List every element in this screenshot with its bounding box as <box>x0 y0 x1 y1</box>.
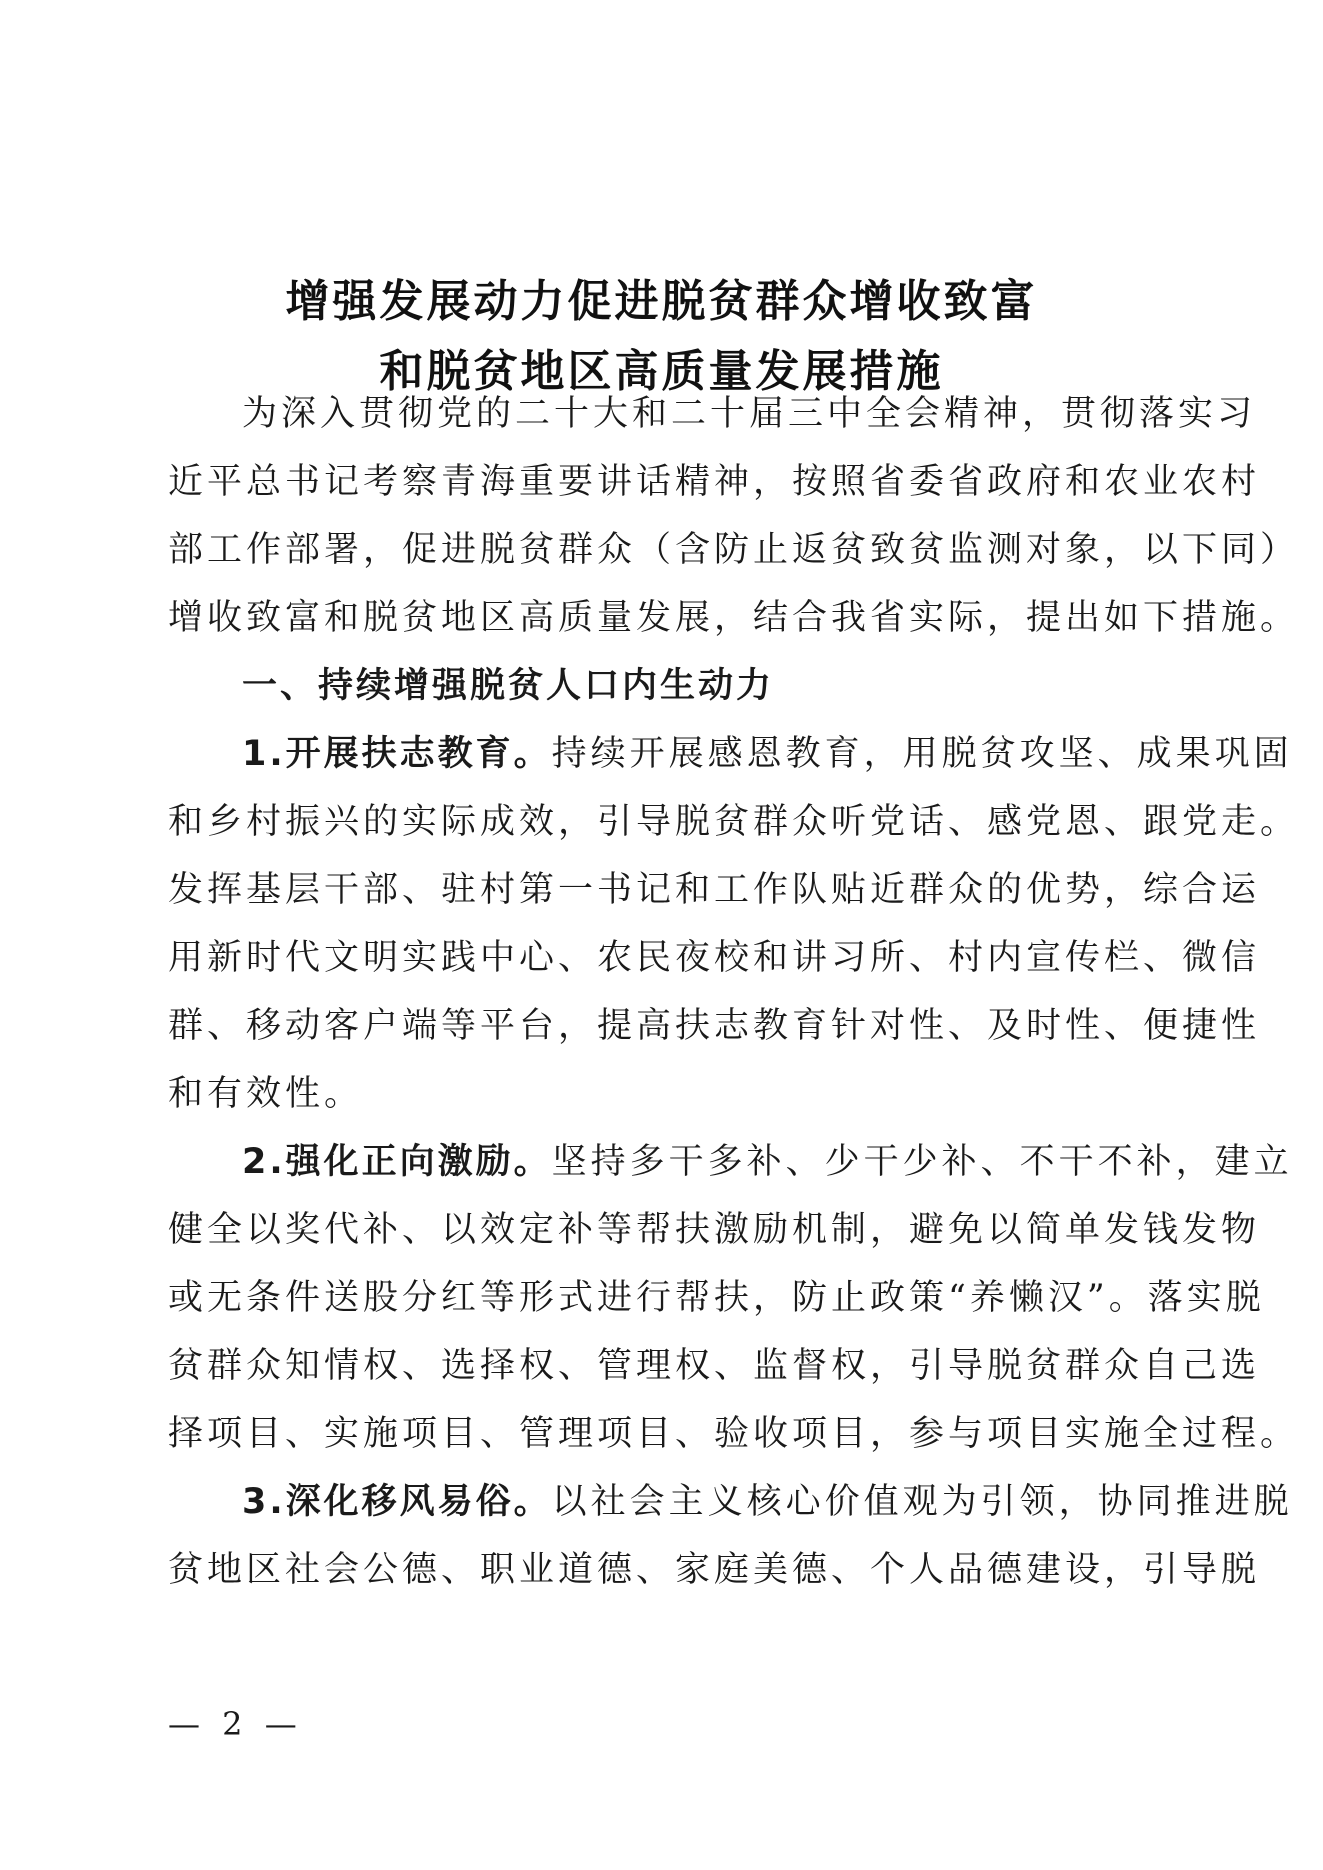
item-1-line: 发挥基层干部、驻村第一书记和工作队贴近群众的优势，综合运 <box>168 870 1261 910</box>
intro-line: 近平总书记考察青海重要讲话精神，按照省委省政府和农业农村 <box>168 462 1261 502</box>
intro-line: 增收致富和脱贫地区高质量发展，结合我省实际，提出如下措施。 <box>168 598 1300 638</box>
item-3-line: 贫地区社会公德、职业道德、家庭美德、个人品德建设，引导脱 <box>168 1550 1261 1590</box>
item-1-title: 1.开展扶志教育。 <box>242 734 552 774</box>
item-2-text: 坚持多干多补、少干少补、不干不补，建立 <box>551 1142 1293 1182</box>
item-1-line: 和乡村振兴的实际成效，引导脱贫群众听党话、感党恩、跟党走。 <box>168 802 1300 842</box>
item-1-line: 和有效性。 <box>168 1074 364 1114</box>
item-1-text: 持续开展感恩教育，用脱贫攻坚、成果巩固 <box>551 734 1293 774</box>
intro-line: 部工作部署，促进脱贫群众（含防止返贫致贫监测对象，以下同） <box>168 530 1300 570</box>
item-1-line: 群、移动客户端等平台，提高扶志教育针对性、及时性、便捷性 <box>168 1006 1261 1046</box>
section-heading: 一、持续增强脱贫人口内生动力 <box>242 666 775 706</box>
document-title-line-1: 增强发展动力促进脱贫群众增收致富 <box>285 276 1038 327</box>
item-2-line: 贫群众知情权、选择权、管理权、监督权，引导脱贫群众自己选 <box>168 1346 1261 1386</box>
item-2-line: 择项目、实施项目、管理项目、验收项目，参与项目实施全过程。 <box>168 1414 1300 1454</box>
item-1-first-line <box>168 720 1293 788</box>
item-2-title: 2.强化正向激励。 <box>242 1142 552 1182</box>
item-2-line: 健全以奖代补、以效定补等帮扶激励机制，避免以简单发钱发物 <box>168 1210 1261 1250</box>
item-2-first-line <box>168 1128 1293 1196</box>
page-number: — 2 — <box>168 1705 303 1743</box>
item-2-line: 或无条件送股分红等形式进行帮扶，防止政策“养懒汉”。落实脱 <box>168 1278 1265 1318</box>
intro-line: 为深入贯彻党的二十大和二十届三中全会精神，贯彻落实习 <box>242 394 1257 434</box>
document-title-line-2: 和脱贫地区高质量发展措施 <box>379 346 944 397</box>
item-3-first-line <box>168 1468 1293 1536</box>
item-1-line: 用新时代文明实践中心、农民夜校和讲习所、村内宣传栏、微信 <box>168 938 1261 978</box>
document-body <box>168 380 1300 1604</box>
item-3-text: 以社会主义核心价值观为引领，协同推进脱 <box>551 1482 1293 1522</box>
item-3-title: 3.深化移风易俗。 <box>242 1482 552 1522</box>
